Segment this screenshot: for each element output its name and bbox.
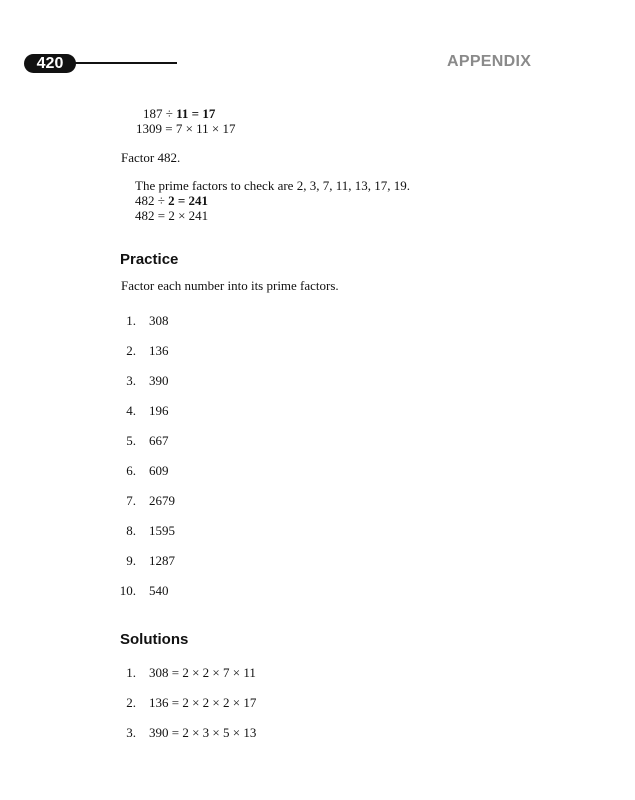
factor-prompt: Factor 482.: [121, 150, 181, 165]
header-rule: [74, 62, 177, 64]
item-number: 6.: [126, 463, 136, 478]
item-number: 3.: [126, 725, 136, 740]
item-number: 1.: [126, 665, 136, 680]
item-value: 136: [149, 343, 169, 358]
item-number: 1.: [126, 313, 136, 328]
item-value: 390 = 2 × 3 × 5 × 13: [149, 725, 257, 740]
item-value: 136 = 2 × 2 × 2 × 17: [149, 695, 257, 710]
item-value: 390: [149, 373, 169, 388]
item-number: 9.: [126, 553, 136, 568]
item-value: 308: [149, 313, 169, 328]
item-number: 8.: [126, 523, 136, 538]
item-number: 4.: [126, 403, 136, 418]
item-number: 5.: [126, 433, 136, 448]
example-line-1: 187 ÷ 11 = 17: [143, 106, 216, 121]
result-line: 482 = 2 × 241: [135, 208, 209, 223]
item-value: 667: [149, 433, 169, 448]
solutions-heading: Solutions: [120, 631, 189, 648]
item-value: 609: [149, 463, 169, 478]
item-value: 308 = 2 × 2 × 7 × 11: [149, 665, 256, 680]
running-title: APPENDIX: [447, 53, 532, 70]
page-number-badge: 420: [24, 54, 76, 73]
item-value: 540: [149, 583, 169, 598]
item-value: 2679: [149, 493, 175, 508]
division-line: 482 ÷ 2 = 241: [135, 193, 209, 208]
item-value: 1595: [149, 523, 175, 538]
example-line-2: 1309 = 7 × 11 × 17: [136, 121, 236, 136]
practice-heading: Practice: [120, 251, 179, 268]
check-line: The prime factors to check are 2, 3, 7, 11, 13, 17, 19.: [135, 178, 410, 193]
practice-instruction: Factor each number into its prime factors.: [121, 278, 339, 293]
item-number: 3.: [126, 373, 136, 388]
item-number: 10.: [119, 583, 136, 598]
item-number: 2.: [126, 695, 136, 710]
item-number: 2.: [126, 343, 136, 358]
item-value: 1287: [149, 553, 175, 568]
item-number: 7.: [126, 493, 136, 508]
item-value: 196: [149, 403, 169, 418]
